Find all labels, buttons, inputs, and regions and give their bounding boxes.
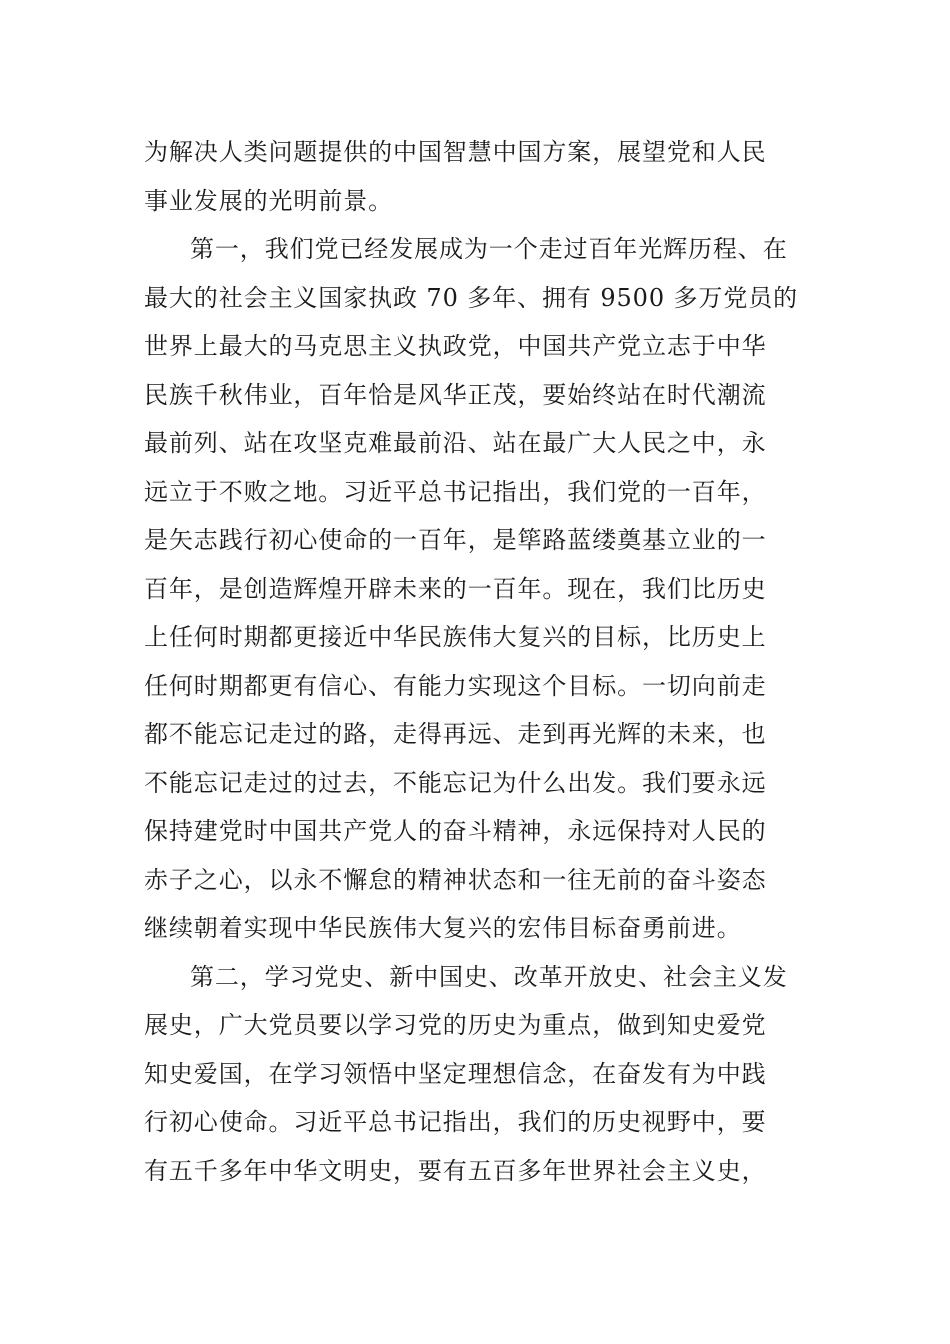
text-line: 有五千多年中华文明史，要有五百多年世界社会主义史， [144, 1156, 767, 1185]
text-line: 继续朝着实现中华民族伟大复兴的宏伟目标奋勇前进。 [144, 914, 742, 942]
text-line: 都不能忘记走过的路，走得再远、走到再光辉的未来，也 [144, 720, 767, 748]
text-line: 最前列、站在攻坚克难最前沿、站在最广大人民之中，永 [144, 429, 767, 457]
text-line: 远立于不败之地。习近平总书记指出，我们党的一百年， [144, 477, 767, 506]
text-line: 展史，广大党员要以学习党的历史为重点，做到知史爱党 [144, 1011, 767, 1039]
text-line: 上任何时期都更接近中华民族伟大复兴的目标，比历史上 [144, 623, 767, 651]
text-line: 世界上最大的马克思主义执政党，中国共产党立志于中华 [144, 332, 767, 360]
text-line: 是矢志践行初心使命的一百年，是筚路蓝缕奠基立业的一 [144, 526, 767, 554]
text-line: 知史爱国，在学习领悟中坚定理想信念，在奋发有为中践 [144, 1059, 767, 1088]
text-line: 赤子之心，以永不懈怠的精神状态和一往无前的奋斗姿态 [144, 865, 767, 894]
paragraph-first [144, 225, 808, 953]
paragraph-continuation [144, 128, 808, 225]
text-line: 为解决人类问题提供的中国智慧中国方案，展望党和人民 [144, 138, 767, 166]
document-body [144, 128, 808, 1195]
text-line: 百年，是创造辉煌开辟未来的一百年。现在，我们比历史 [144, 574, 767, 603]
text-line: 行初心使命。习近平总书记指出，我们的历史视野中，要 [144, 1108, 767, 1136]
text-line: 事业发展的光明前景。 [144, 186, 393, 215]
text-line: 保持建党时中国共产党人的奋斗精神，永远保持对人民的 [144, 817, 767, 845]
text-line: 最大的社会主义国家执政 70 多年、拥有 9500 多万党员的 [144, 283, 799, 312]
paragraph-second [144, 953, 808, 1196]
text-line: 第二，学习党史、新中国史、改革开放史、社会主义发 [190, 962, 788, 991]
text-line: 任何时期都更有信心、有能力实现这个目标。一切向前走 [144, 671, 767, 700]
text-line: 第一，我们党已经发展成为一个走过百年光辉历程、在 [190, 235, 788, 263]
text-line: 民族千秋伟业，百年恰是风华正茂，要始终站在时代潮流 [144, 380, 767, 409]
text-line: 不能忘记走过的过去，不能忘记为什么出发。我们要永远 [144, 768, 767, 797]
